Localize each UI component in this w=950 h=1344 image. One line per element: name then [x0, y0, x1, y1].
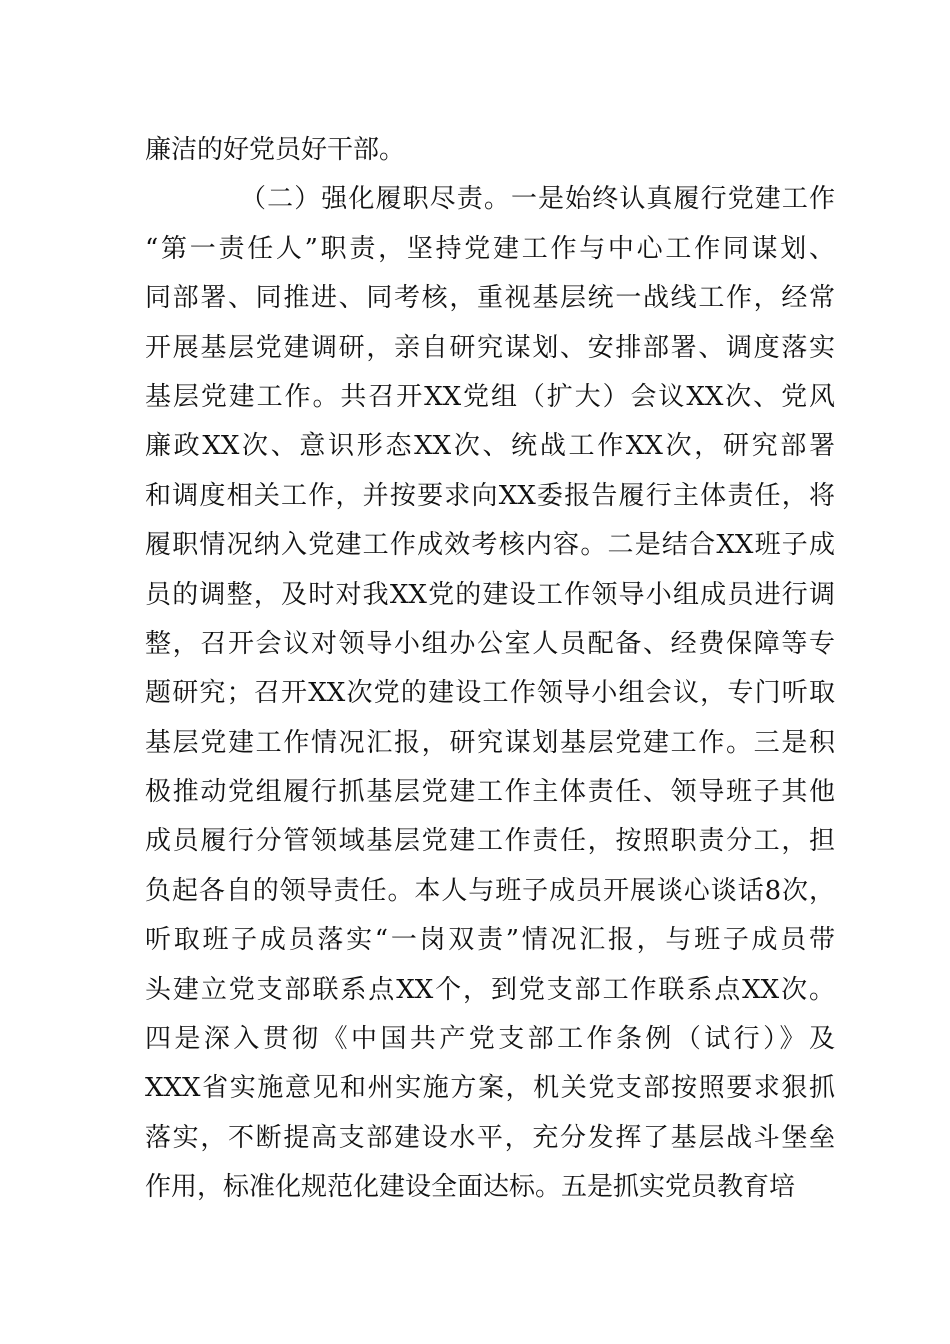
text-line: 四是深入贯彻《中国共产党支部工作条例（试行）》及: [145, 1024, 835, 1055]
text-line: “第一责任人”职责，坚持党建工作与中心工作同谋划、: [145, 233, 835, 264]
text-line: 头建立党支部联系点XX个，到党支部工作联系点XX次。: [145, 974, 835, 1005]
text-line: 成员履行分管领域基层党建工作责任，按照职责分工，担: [145, 826, 835, 857]
text-line: 同部署、同推进、同考核，重视基层统一战线工作，经常: [145, 283, 835, 314]
text-line: 作用，标准化规范化建设全面达标。五是抓实党员教育培: [145, 1172, 796, 1203]
text-line: 履职情况纳入党建工作成效考核内容。二是结合XX班子成: [145, 530, 835, 561]
text-line: 基层党建工作情况汇报，研究谋划基层党建工作。三是积: [145, 727, 835, 758]
text-line: 开展基层党建调研，亲自研究谋划、安排部署、调度落实: [145, 332, 835, 363]
text-line: 员的调整，及时对我XX党的建设工作领导小组成员进行调: [145, 579, 835, 610]
text-line: 负起各自的领导责任。本人与班子成员开展谈心谈话8次，: [145, 875, 835, 906]
text-line: （二）强化履职尽责。一是始终认真履行党建工作: [240, 184, 835, 215]
text-line: 整，召开会议对领导小组办公室人员配备、经费保障等专: [145, 628, 835, 659]
text-line: 和调度相关工作，并按要求向XX委报告履行主体责任，将: [145, 480, 835, 511]
text-line: XXX省实施意见和州实施方案，机关党支部按照要求狠抓: [145, 1073, 835, 1104]
text-line: 极推动党组履行抓基层党建工作主体责任、领导班子其他: [145, 777, 835, 808]
text-line: 落实，不断提高支部建设水平，充分发挥了基层战斗堡垒: [145, 1122, 835, 1153]
body-text: [145, 126, 835, 1213]
text-line: 基层党建工作。共召开XX党组（扩大）会议XX次、党风: [145, 381, 835, 412]
text-line: 廉洁的好党员好干部。: [145, 135, 406, 165]
text-line: 廉政XX次、意识形态XX次、统战工作XX次，研究部署: [145, 431, 835, 462]
text-line: 题研究；召开XX次党的建设工作领导小组会议，专门听取: [145, 678, 835, 709]
text-line: 听取班子成员落实“一岗双责”情况汇报，与班子成员带: [145, 925, 835, 956]
